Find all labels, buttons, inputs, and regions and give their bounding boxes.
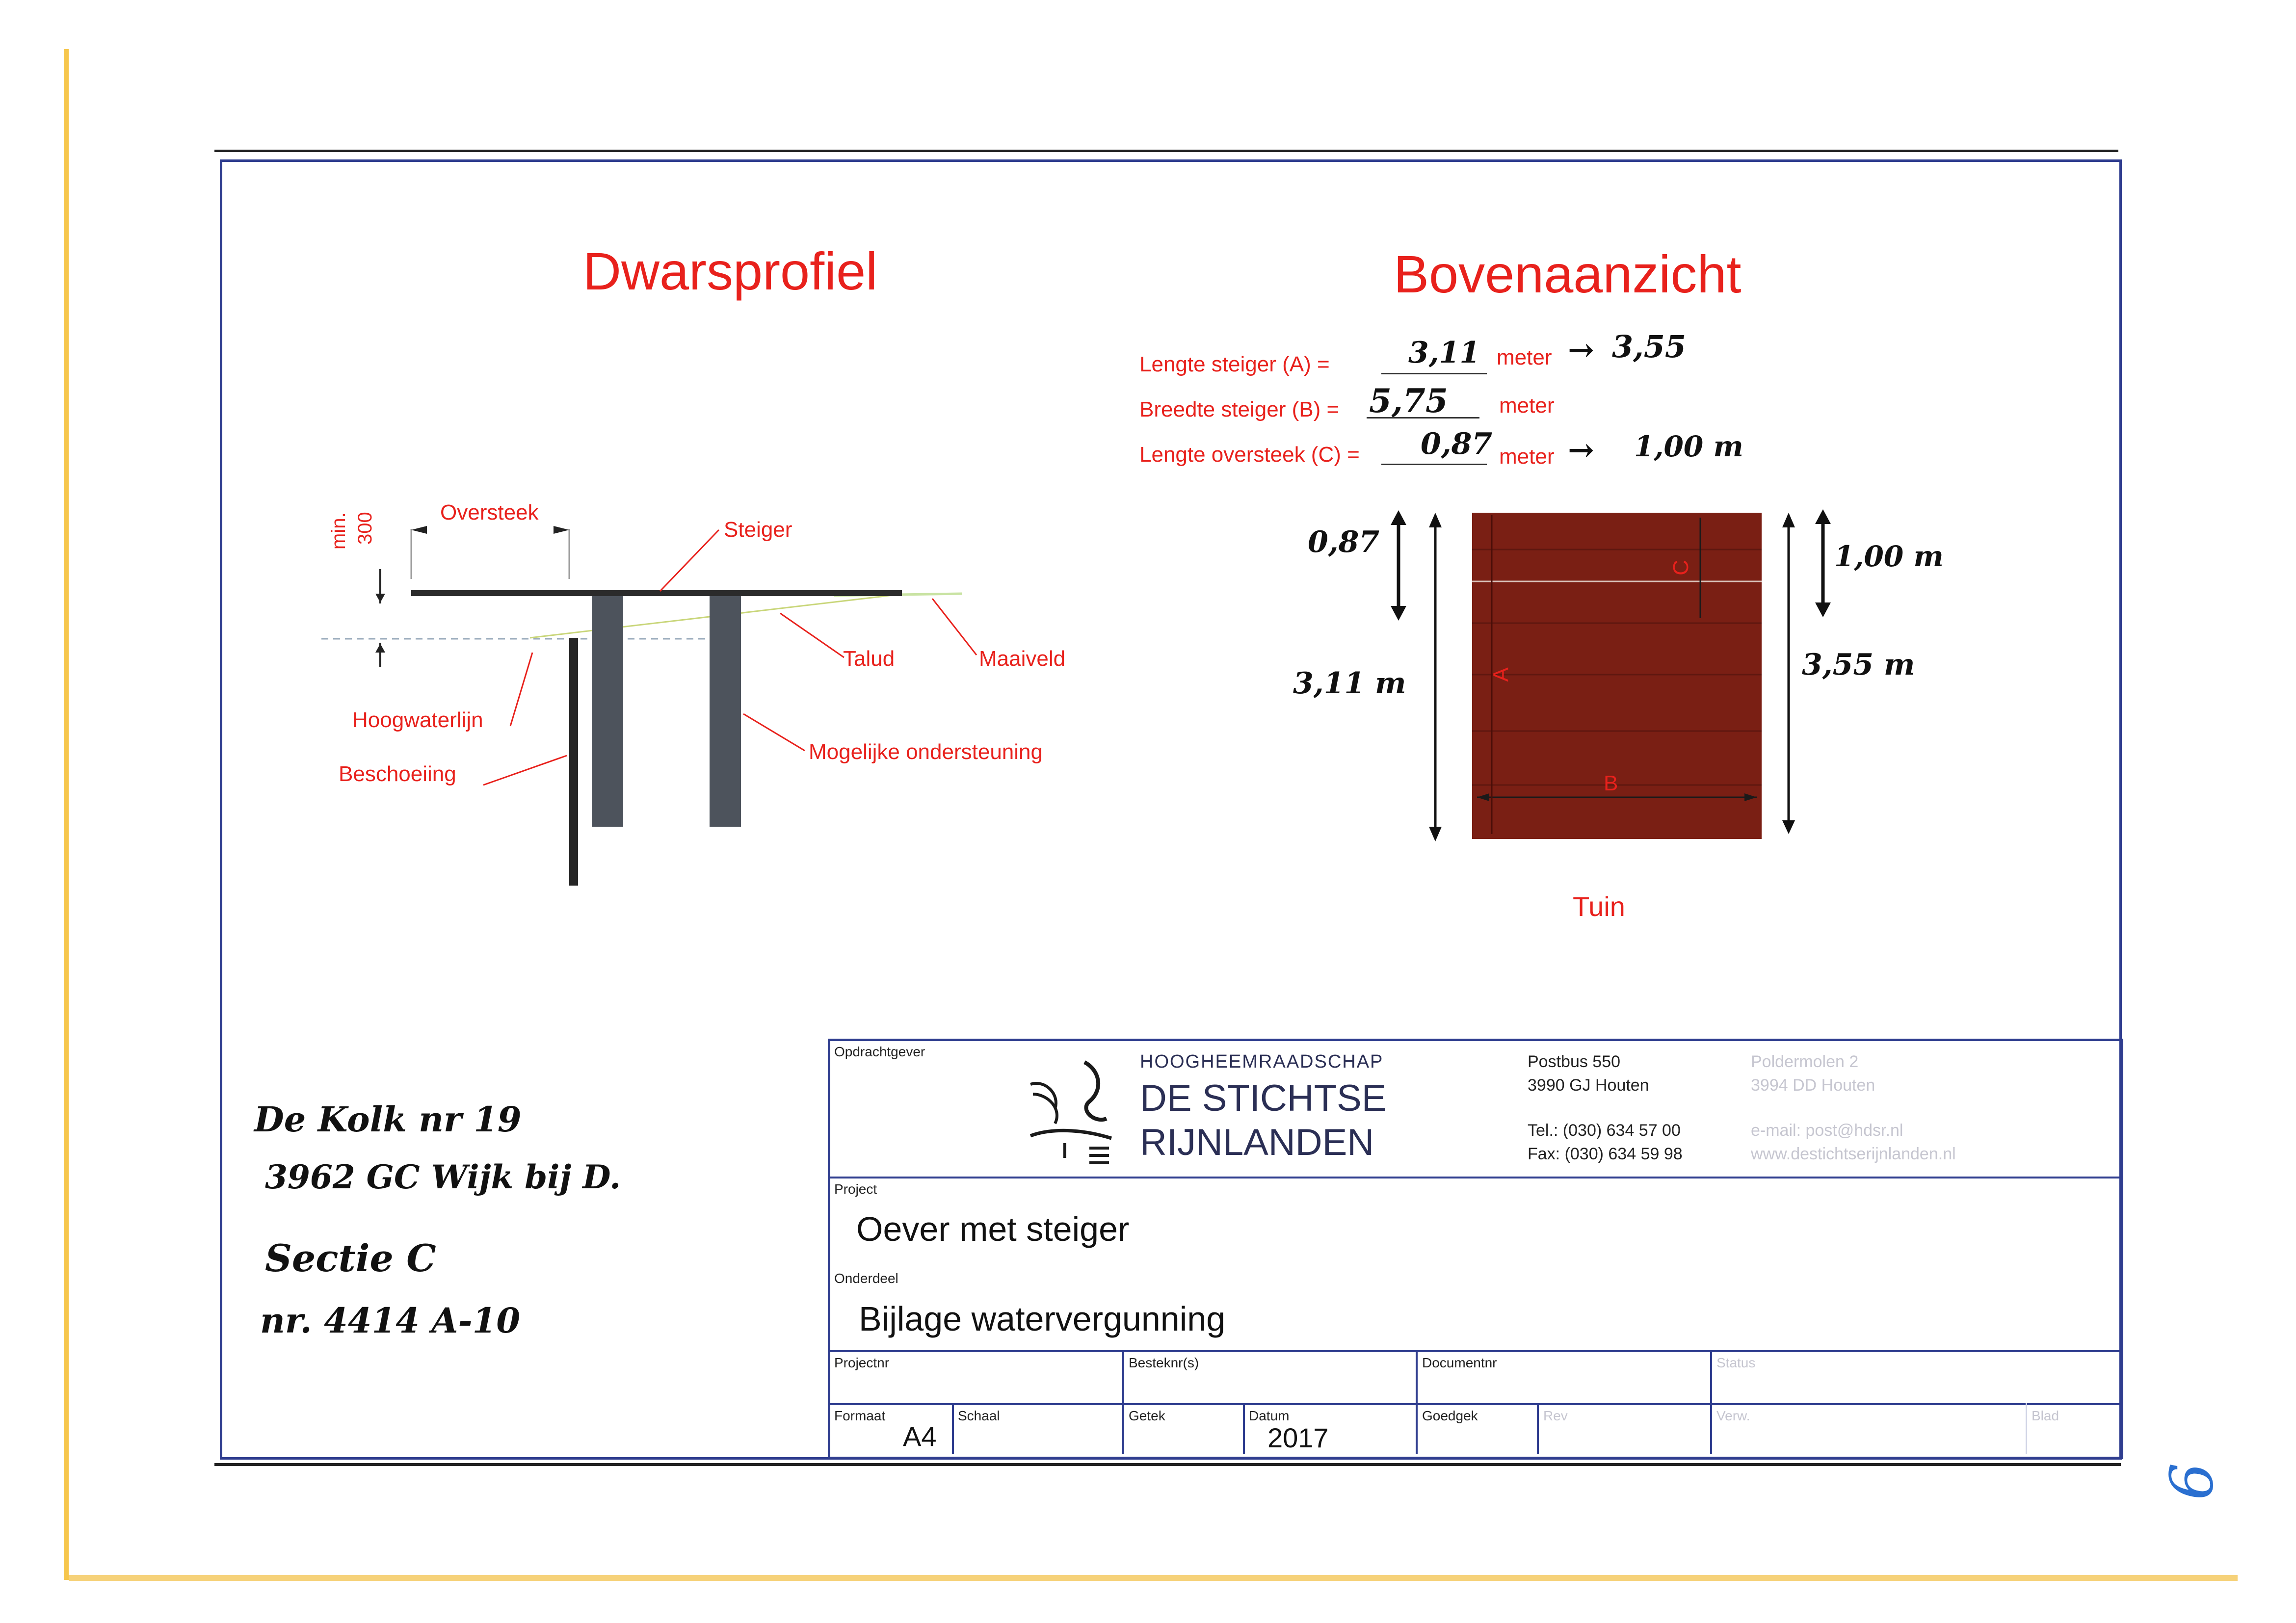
tb-row-line-2: [828, 1350, 2121, 1352]
ondersteuning-label: Mogelijke ondersteuning: [809, 740, 1043, 764]
besteknr-label: Besteknr(s): [1129, 1355, 1199, 1370]
tb-col-6: [1710, 1350, 1712, 1454]
fax: Fax: (030) 634 59 98: [1528, 1145, 1683, 1163]
address-line-2: 3962 GC Wijk bij D.: [265, 1158, 621, 1196]
status-label: Status: [1716, 1355, 1756, 1370]
maaiveld-label: Maaiveld: [979, 647, 1066, 671]
tb-col-3: [1243, 1403, 1245, 1454]
postcode: 3990 GJ Houten: [1528, 1076, 1649, 1095]
length-arrow: →: [1568, 332, 1594, 368]
oversteek-label: Oversteek: [440, 500, 539, 524]
length-value: 3,11: [1408, 336, 1480, 370]
goedgek-label: Goedgek: [1422, 1408, 1478, 1423]
tb-col-2: [1122, 1350, 1124, 1454]
overhang-label: Lengte oversteek (C) =: [1139, 443, 1360, 467]
steiger-label: Steiger: [724, 518, 792, 542]
min-label: min.: [328, 512, 349, 550]
schaal-label: Schaal: [958, 1408, 1000, 1423]
rev-label: Rev: [1543, 1408, 1568, 1423]
right-a-value: 3,55 m: [1802, 648, 1915, 682]
org-name-line-3: RIJNLANDEN: [1140, 1122, 1374, 1163]
project-label: Project: [834, 1181, 877, 1197]
overhang-unit: meter: [1499, 445, 1555, 469]
tb-col-4: [1416, 1350, 1418, 1454]
width-value: 5,75: [1369, 382, 1448, 420]
visit-address-2: 3994 DD Houten: [1751, 1076, 1875, 1095]
blad-label: Blad: [2032, 1408, 2059, 1423]
datum-label: Datum: [1249, 1408, 1290, 1423]
page-mark: 6: [2158, 1463, 2227, 1500]
letter-b: B: [1604, 771, 1618, 795]
overhang-arrow: →: [1568, 432, 1594, 469]
documentnr-label: Documentnr: [1422, 1355, 1497, 1370]
cross-section-heading: Dwarsprofiel: [583, 241, 878, 301]
length-unit: meter: [1497, 345, 1552, 369]
visit-address-1: Poldermolen 2: [1751, 1052, 1859, 1071]
hdsr-logo: [1026, 1055, 1119, 1168]
length-new-value: 3,55: [1612, 329, 1687, 365]
letter-a: A: [1489, 667, 1513, 682]
address-line-3: Sectie C: [265, 1236, 436, 1280]
postbus: Postbus 550: [1528, 1052, 1621, 1071]
tb-row-line-1: [828, 1177, 2121, 1178]
part-value: Bijlage watervergunning: [859, 1300, 1226, 1338]
right-c-value: 1,00 m: [1834, 540, 1944, 573]
left-c-value: 0,87: [1308, 525, 1380, 559]
part-label: Onderdeel: [834, 1271, 898, 1286]
client-label: Opdrachtgever: [834, 1044, 925, 1059]
org-name-line-2: DE STICHTSE: [1140, 1077, 1387, 1119]
formaat-value: A4: [903, 1421, 937, 1452]
org-name-line-1: HOOGHEEMRAADSCHAP: [1140, 1051, 1384, 1072]
overhang-value: 0,87: [1421, 427, 1493, 461]
project-value: Oever met steiger: [856, 1210, 1130, 1248]
address-line-4: nr. 4414 A-10: [260, 1300, 521, 1341]
datum-value: 2017: [1267, 1422, 1329, 1453]
tb-col-7: [2026, 1403, 2027, 1454]
min-value: 300: [354, 512, 376, 545]
website: www.destichtserijnlanden.nl: [1751, 1145, 1956, 1163]
length-label: Lengte steiger (A) =: [1139, 352, 1330, 376]
title-block: [828, 1039, 2123, 1459]
tb-col-1: [952, 1403, 954, 1454]
top-view-heading: Bovenaanzicht: [1394, 244, 1742, 304]
email: e-mail: post@hdsr.nl: [1751, 1121, 1903, 1140]
getek-label: Getek: [1129, 1408, 1165, 1423]
overhang-new-value: 1,00 m: [1634, 430, 1743, 463]
telephone: Tel.: (030) 634 57 00: [1528, 1121, 1681, 1140]
verw-label: Verw.: [1716, 1408, 1750, 1423]
width-label: Breedte steiger (B) =: [1139, 397, 1340, 421]
left-a-value: 3,11 m: [1293, 666, 1406, 701]
address-line-1: De Kolk nr 19: [254, 1099, 522, 1140]
talud-label: Talud: [843, 647, 895, 671]
beschoeiing-label: Beschoeiing: [339, 762, 456, 786]
projectnr-label: Projectnr: [834, 1355, 890, 1370]
letter-c: C: [1668, 560, 1693, 576]
width-unit: meter: [1499, 393, 1555, 418]
garden-label: Tuin: [1573, 891, 1625, 922]
formaat-label: Formaat: [834, 1408, 886, 1423]
tb-row-line-3: [828, 1403, 2121, 1405]
hoogwaterlijn-label: Hoogwaterlijn: [352, 708, 483, 732]
tb-col-5: [1537, 1403, 1539, 1454]
